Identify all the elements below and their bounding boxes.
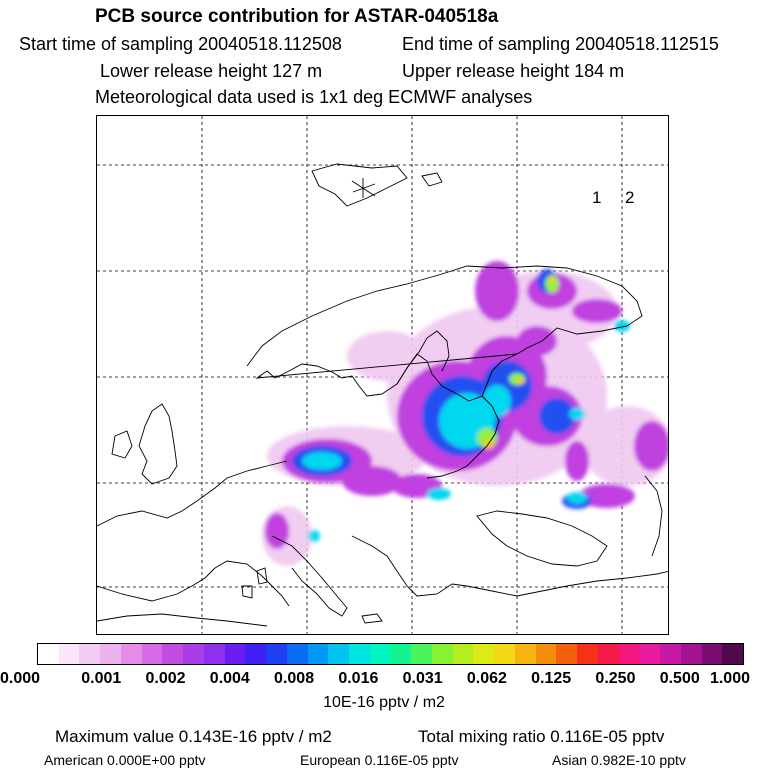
- scale-cell: [287, 644, 308, 664]
- scale-cell: [722, 644, 743, 664]
- scale-cell: [619, 644, 640, 664]
- scale-cell: [370, 644, 391, 664]
- scale-cell: [349, 644, 370, 664]
- american-label: American 0.000E+00 pptv: [44, 752, 206, 768]
- scale-cell: [79, 644, 100, 664]
- scale-cell: [639, 644, 660, 664]
- scale-cell: [38, 644, 59, 664]
- scale-cell: [702, 644, 723, 664]
- scale-tick-label: 0.016: [338, 670, 379, 687]
- chart-title: PCB source contribution for ASTAR-040518a: [95, 6, 499, 27]
- european-label: European 0.116E-05 pptv: [300, 752, 459, 768]
- scale-cell: [473, 644, 494, 664]
- map-panel: [96, 115, 669, 635]
- scale-cell: [453, 644, 474, 664]
- scale-cell: [266, 644, 287, 664]
- scale-cell: [598, 644, 619, 664]
- upper-release-label: Upper release height 184 m: [402, 61, 625, 81]
- scale-cell: [494, 644, 515, 664]
- total-mixing-label: Total mixing ratio 0.116E-05 pptv: [418, 727, 665, 746]
- scale-tick-label: 1.000: [709, 670, 751, 687]
- scale-cell: [183, 644, 204, 664]
- scale-cell: [390, 644, 411, 664]
- scale-cell: [308, 644, 329, 664]
- scale-cell: [162, 644, 183, 664]
- scale-cell: [121, 644, 142, 664]
- scale-cell: [328, 644, 349, 664]
- scale-tick-label: 0.000: [0, 670, 41, 687]
- scale-cell: [204, 644, 225, 664]
- scale-cell: [225, 644, 246, 664]
- scale-cell: [536, 644, 557, 664]
- scale-cell: [660, 644, 681, 664]
- max-value-label: Maximum value 0.143E-16 pptv / m2: [55, 727, 332, 746]
- color-scale-bar: [37, 643, 744, 665]
- scale-tick-label: 0.002: [145, 670, 186, 687]
- scale-tick-label: 0.031: [402, 670, 443, 687]
- start-time-label: Start time of sampling 20040518.112508: [19, 34, 342, 54]
- scale-tick-label: 0.004: [209, 670, 250, 687]
- met-data-label: Meteorological data used is 1x1 deg ECMWF analyses: [95, 87, 533, 107]
- end-time-label: End time of sampling 20040518.112515: [402, 34, 719, 54]
- concentration-field: [262, 261, 669, 566]
- scale-tick-label: 0.001: [81, 670, 122, 687]
- lower-release-label: Lower release height 127 m: [100, 61, 323, 81]
- map-canvas: [97, 116, 669, 635]
- scale-tick-label: 0.062: [466, 670, 507, 687]
- scale-cell: [681, 644, 702, 664]
- station-marker-2: 2: [625, 188, 635, 207]
- asian-label: Asian 0.982E-10 pptv: [552, 752, 686, 768]
- scale-tick-label: 0.500: [659, 670, 700, 687]
- scale-tick-label: 0.250: [595, 670, 636, 687]
- scale-cell: [432, 644, 453, 664]
- scale-unit-label: 10E-16 pptv / m2: [323, 694, 445, 711]
- scale-cell: [245, 644, 266, 664]
- scale-cell: [411, 644, 432, 664]
- scale-tick-label: 0.008: [274, 670, 315, 687]
- scale-cell: [142, 644, 163, 664]
- scale-cell: [100, 644, 121, 664]
- scale-cell: [577, 644, 598, 664]
- scale-cell: [515, 644, 536, 664]
- station-marker-1: 1: [592, 188, 602, 207]
- scale-cell: [556, 644, 577, 664]
- scale-tick-label: 0.125: [531, 670, 572, 687]
- scale-cell: [59, 644, 80, 664]
